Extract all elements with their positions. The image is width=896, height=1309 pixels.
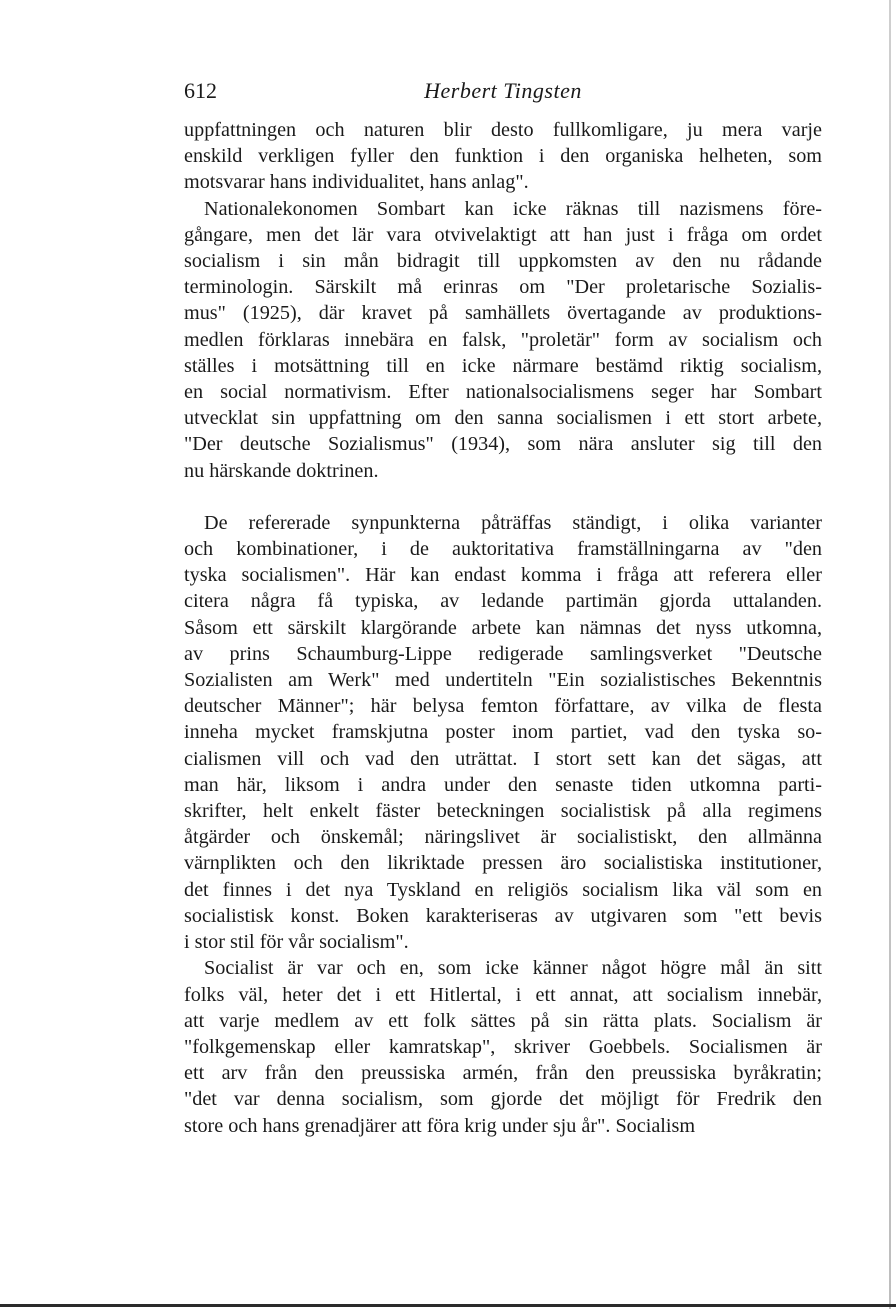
- text-line: det finnes i det nya Tyskland en religiös socialism lika väl som en: [184, 878, 822, 901]
- page-edge-bottom: [0, 1304, 896, 1307]
- text-line: "folkgemenskap eller kamratskap", skriver Goebbels. Socialismen är: [184, 1035, 822, 1058]
- text-line: inneha mycket framskjutna poster inom partiet, vad den tyska so-: [184, 721, 822, 744]
- text-line: cialismen vill och vad den uträttat. I stort sett kan det sägas, att: [184, 747, 822, 770]
- text-line: en social normativism. Efter nationalsocialismens seger har Sombart: [184, 381, 822, 404]
- text-line: enskild verkligen fyller den funktion i den organiska helheten, som: [184, 145, 822, 168]
- text-line: av prins Schaumburg-Lippe redigerade samlingsverket "Deutsche: [184, 642, 822, 665]
- body-text: [184, 117, 822, 1139]
- text-line: "det var denna socialism, som gjorde det möjligt för Fredrik den: [184, 1088, 822, 1111]
- paragraph: [184, 117, 822, 196]
- text-line: gångare, men det lär vara otvivelaktigt att han just i fråga om ordet: [184, 223, 822, 246]
- text-line: Nationalekonomen Sombart kan icke räknas till nazismens före-: [204, 197, 822, 220]
- text-line: mus" (1925), där kravet på samhällets övertagande av produktions-: [184, 302, 822, 325]
- text-line: och kombinationer, i de auktoritativa framställningarna av "den: [184, 538, 822, 561]
- text-line: ett arv från den preussiska armén, från den preussiska byråkratin;: [184, 1062, 822, 1085]
- text-line: socialism i sin mån bidragit till uppkomsten av den nu rådande: [184, 250, 822, 273]
- text-line: medlen förklaras innebära en falsk, "proletär" form av socialism och: [184, 328, 822, 351]
- paragraph: [184, 196, 822, 484]
- text-line: terminologin. Särskilt må erinras om "Der proletarische Sozialis-: [184, 276, 822, 299]
- text-line: motsvarar hans individualitet, hans anlag".: [184, 171, 529, 194]
- section-gap: [184, 484, 822, 510]
- text-line: citera några få typiska, av ledande partimän gjorda uttalanden.: [184, 590, 822, 613]
- text-line: Såsom ett särskilt klargörande arbete kan nämnas det nyss utkomna,: [184, 616, 822, 639]
- text-line: värnplikten och den likriktade pressen äro socialistiska institutioner,: [184, 852, 822, 875]
- text-line: tyska socialismen". Här kan endast komma i fråga att referera eller: [184, 564, 822, 587]
- text-line: utvecklat sin uppfattning om den sanna socialismen i ett stort arbete,: [184, 407, 822, 430]
- text-line: Sozialisten am Werk" med undertiteln "Ein sozialistisches Bekenntnis: [184, 669, 822, 692]
- text-line: Socialist är var och en, som icke känner något högre mål än sitt: [204, 957, 822, 980]
- text-line: store och hans grenadjärer att föra krig under sju år". Socialism: [184, 1114, 696, 1137]
- text-line: man här, liksom i andra under den senaste tiden utkomna parti-: [184, 773, 822, 796]
- text-line: nu härskande doktrinen.: [184, 459, 379, 482]
- text-line: åtgärder och önskemål; näringslivet är socialistiskt, den allmänna: [184, 826, 822, 849]
- paragraph: [184, 510, 822, 955]
- text-line: ställes i motsättning till en icke närmare bestämd riktig socialism,: [184, 354, 822, 377]
- text-line: i stor stil för vår socialism".: [184, 931, 409, 954]
- page-edge-right: [889, 0, 891, 1309]
- book-page: [184, 78, 822, 1139]
- text-line: folks väl, heter det i ett Hitlertal, i ett annat, att socialism innebär,: [184, 983, 822, 1006]
- text-line: att varje medlem av ett folk sättes på sin rätta plats. Socialism är: [184, 1009, 822, 1032]
- text-line: socialistisk konst. Boken karakteriseras av utgivaren som "ett bevis: [184, 904, 822, 927]
- text-line: uppfattningen och naturen blir desto fullkomligare, ju mera varje: [184, 119, 822, 141]
- text-line: "Der deutsche Sozialismus" (1934), som nära ansluter sig till den: [184, 433, 822, 456]
- text-line: De refererade synpunkterna påträffas ständigt, i olika varianter: [204, 511, 822, 534]
- running-title: Herbert Tingsten: [424, 78, 582, 103]
- text-line: skrifter, helt enkelt fäster beteckningen socialistisk på alla regimens: [184, 800, 822, 823]
- paragraph: [184, 955, 822, 1138]
- text-line: deutscher Männer"; här belysa femton författare, av vilka de flesta: [184, 695, 822, 718]
- running-head: [184, 78, 822, 108]
- page-number: 612: [184, 78, 217, 103]
